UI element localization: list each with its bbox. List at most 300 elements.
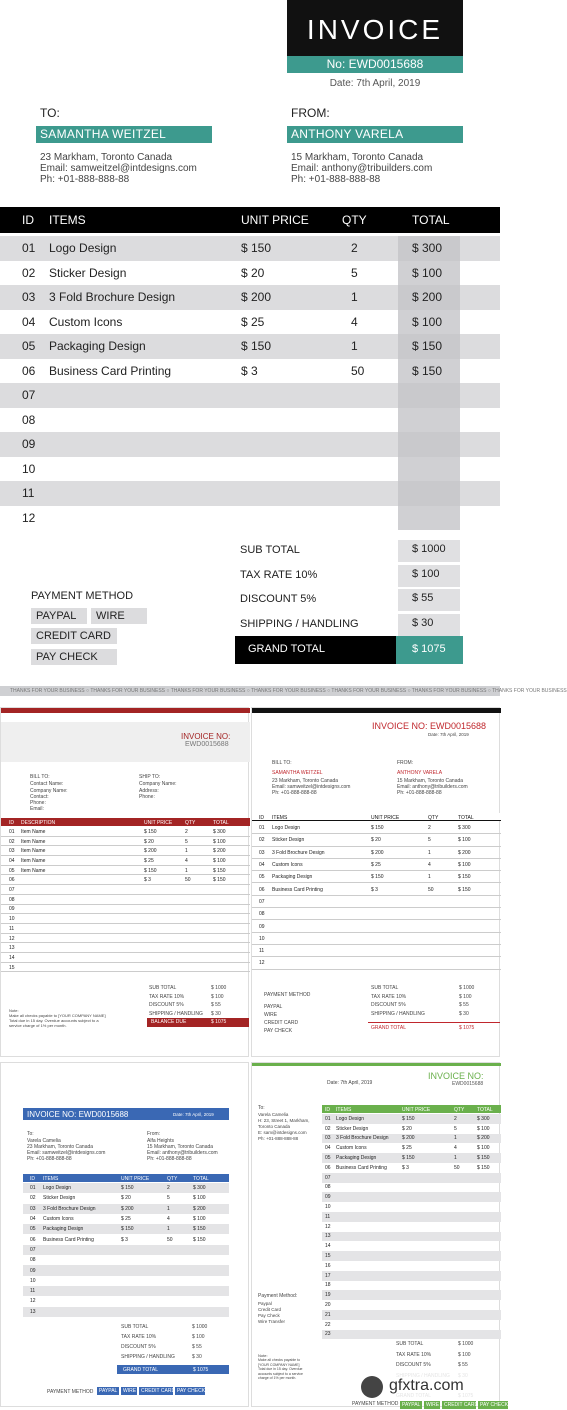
thumb4-pm-chip: PAY CHECK [480, 1402, 509, 1408]
thumb2-table-row [252, 884, 501, 896]
thumb2-cell: 11 [259, 948, 265, 955]
cell-id: 05 [22, 339, 36, 353]
thumb4-cell: $ 150 [402, 1155, 415, 1162]
thumb4-cell: 50 [454, 1164, 460, 1171]
thumb2-cell: 10 [259, 935, 265, 942]
thumb1-cell: $ 300 [213, 828, 226, 835]
thumb1-cell: 03 [9, 848, 15, 855]
thumb2-cell: 01 [259, 825, 265, 832]
thumb3-table-row [23, 1286, 229, 1296]
thumb4-cell: 3 Fold Brochure Design [336, 1135, 389, 1142]
thumb4-number: EWD0015688 [452, 1081, 484, 1087]
thumb3-summary-label: TAX RATE 10% [121, 1334, 157, 1340]
thumb1-cell: $ 200 [213, 848, 226, 855]
footer-band: THANKS FOR YOUR BUSINESS ○ THANKS FOR YOUR BUSINESS ○ THANKS FOR YOUR BUSINESS ○ THANKS FOR YOUR BUSINESS ○ THANKS FOR YOUR BUSINESS ○ THANKS FOR YOUR BUSINESS ○ THANKS FOR YOUR BUSINESS [0, 686, 500, 696]
thumb1-summary-value: $ 1000 [211, 985, 227, 991]
table-row [0, 383, 500, 408]
grand-total-label: GRAND TOTAL [248, 643, 326, 655]
thumb4-cell: $ 200 [477, 1135, 490, 1142]
summary-value: $ 55 [398, 589, 460, 611]
cell-id: 04 [22, 314, 36, 329]
thumb4-cell: 14 [325, 1243, 331, 1250]
col-items: ITEMS [49, 213, 86, 227]
table-row [0, 334, 500, 359]
thumb1-table-row [1, 866, 250, 876]
thumb3-cell: 11 [30, 1288, 36, 1295]
thumb3-table-row [23, 1265, 229, 1275]
thumb3-cell: Logo Design [43, 1185, 72, 1192]
thumb3-table-row [23, 1276, 229, 1286]
from-label: FROM: [291, 106, 330, 120]
thumb1-cell: 01 [9, 828, 15, 835]
thumb3-table-row [23, 1307, 229, 1317]
thumb2-cell: 2 [428, 825, 431, 832]
thumb4-cell: 10 [325, 1204, 331, 1211]
thumb1-cell: Item Name [21, 867, 46, 874]
thumb2-bill-to: BILL TO: [272, 760, 292, 766]
thumb-red-title [251, 707, 500, 1057]
watermark-text: gfxtra.com [389, 1377, 464, 1394]
thumb4-table-row [322, 1241, 501, 1251]
thumb4-summary-value: $ 1000 [458, 1341, 474, 1347]
thumb4-cell: 04 [325, 1145, 331, 1152]
thumb3-table-row [23, 1204, 229, 1214]
thumb2-summary-value: $ 30 [459, 1010, 469, 1017]
thumb4-line: H: 23, Street 1, Markham, [258, 1118, 310, 1123]
thumb2-line: PAYPAL [264, 1004, 283, 1010]
thumb4-cell: 21 [325, 1311, 331, 1318]
cell-id: 10 [22, 461, 36, 476]
cell-total: $ 150 [412, 339, 443, 353]
thumb1-top-bar [1, 708, 250, 713]
thumb3-cell: $ 150 [193, 1236, 206, 1243]
cell-qty: 1 [351, 339, 358, 353]
cell-item: Logo Design [49, 241, 117, 255]
thumb1-cell: 06 [9, 877, 15, 884]
thumb2-table-row [252, 871, 501, 883]
thumb2-table-row [252, 822, 501, 834]
thumb1-line: Email: [30, 806, 44, 812]
thumb1-table-row [1, 895, 250, 905]
thumb3-cell: Custom Icons [43, 1216, 74, 1223]
total-cell-bg [398, 481, 460, 506]
cell-item: Sticker Design [49, 265, 127, 280]
thumb2-table-header [252, 813, 501, 821]
cell-unit-price: $ 200 [241, 290, 272, 304]
thumb1-summary-value: $ 30 [211, 1010, 221, 1017]
thumb3-cell: 10 [30, 1277, 36, 1284]
thumb3-line: Ph: +01-888-888-88 [27, 1156, 72, 1162]
to-address-block [40, 152, 197, 185]
thumb1-table-row [1, 856, 250, 866]
thumb1-table-row [1, 934, 250, 944]
table-row [0, 506, 500, 531]
cell-qty: 4 [351, 314, 358, 329]
thumb4-pm-label: Payment Method: [258, 1293, 298, 1299]
cell-qty: 5 [351, 265, 358, 280]
invoice-title: INVOICE [306, 14, 444, 45]
thumb1-table-row [1, 905, 250, 915]
thumb1-cell: 5 [185, 838, 188, 845]
thumb3-table-row [23, 1193, 229, 1203]
main-invoice [0, 0, 567, 700]
thumb4-cell: 06 [325, 1164, 331, 1171]
from-phone: Ph: +01-888-888-88 [291, 174, 381, 185]
thumb1-table-row [1, 827, 250, 837]
thumb1-line: Address: [139, 788, 159, 794]
thumb1-cell: Item Name [21, 848, 46, 855]
summary-label: DISCOUNT 5% [240, 593, 317, 605]
cell-total: $ 150 [412, 363, 443, 378]
thumb3-cell: 2 [167, 1185, 170, 1192]
thumb2-cell: 08 [259, 911, 265, 918]
thumb3-table-row [23, 1235, 229, 1245]
pm-paypal: PAYPAL [31, 608, 87, 624]
thumb1-table-row [1, 846, 250, 856]
thumb4-cell: 05 [325, 1155, 331, 1162]
col-qty: QTY [342, 213, 367, 227]
thumb3-cell: 01 [30, 1185, 36, 1192]
thumb4-table-row [322, 1163, 501, 1173]
table-row [0, 310, 500, 335]
thumb4-cell: 1 [454, 1155, 457, 1162]
thumb4-header-cell: ID [325, 1106, 330, 1113]
thumb1-summary-label: SHIPPING / HANDLING [149, 1010, 203, 1017]
thumb4-to: To: [258, 1105, 265, 1111]
thumb4-line: charge of 1% per month. [258, 1376, 297, 1380]
thumb4-table-row [322, 1134, 501, 1144]
thumb3-pm-chip: PAY CHECK [177, 1388, 206, 1394]
thumb2-cell: Custom Icons [272, 862, 303, 869]
thumb1-header-cell: UNIT PRICE [144, 819, 173, 826]
thumb2-cell: 5 [428, 837, 431, 844]
thumb3-cell: 50 [167, 1236, 173, 1243]
thumb4-cell: 15 [325, 1253, 331, 1260]
thumb2-cell: 12 [259, 960, 265, 967]
thumb2-summary-value: $ 100 [459, 993, 472, 1000]
thumb4-cell: Business Card Printing [336, 1164, 387, 1171]
thumb2-table-row [252, 945, 501, 957]
thumb3-from-lines [147, 1138, 218, 1162]
watermark [355, 1373, 495, 1401]
thumb2-cell: 4 [428, 862, 431, 869]
thumb4-cell: $ 200 [402, 1135, 415, 1142]
thumb4-pm-lines [258, 1301, 285, 1325]
thumb2-table-row [252, 908, 501, 920]
thumb2-cell: 50 [428, 886, 434, 893]
thumb1-header-cell: DESCRIPTION [21, 819, 56, 826]
thumb4-note-lines [258, 1358, 303, 1381]
thumb1-bill-to: BILL TO: [30, 774, 50, 780]
table-row [0, 359, 500, 384]
table-row [0, 236, 500, 261]
thumb1-summary-label: SUB TOTAL [149, 985, 177, 991]
summary-label: TAX RATE 10% [240, 568, 318, 581]
thumb3-cell: Business Card Printing [43, 1236, 94, 1243]
summary-label: SHIPPING / HANDLING [240, 617, 359, 630]
thumb3-cell: 07 [30, 1246, 36, 1253]
thumb3-header-cell: ITEMS [43, 1175, 59, 1182]
cell-qty: 1 [351, 290, 358, 304]
thumb4-table-row [322, 1281, 501, 1291]
thumb2-line: Email: anthony@tribuilders.com [397, 784, 468, 790]
thumb4-table-row [322, 1320, 501, 1330]
thumb4-table-row [322, 1183, 501, 1193]
thumb1-ship-lines [139, 788, 159, 800]
thumb2-cell: Logo Design [272, 825, 301, 832]
thumb1-summary-value: $ 100 [211, 993, 224, 1000]
cell-id: 01 [22, 241, 36, 255]
thumb3-pm-chip: WIRE [123, 1388, 137, 1394]
thumb2-cell: 07 [259, 898, 265, 905]
thumb1-cell: 02 [9, 838, 15, 845]
thumb4-cell: $ 150 [477, 1164, 490, 1171]
thumb4-line: Ph: +01-888-888-88 [258, 1136, 299, 1141]
thumb2-table-row [252, 896, 501, 908]
thumb3-summary-value: $ 30 [192, 1354, 202, 1360]
thumb3-summary-value: $ 1000 [192, 1324, 208, 1330]
cell-qty: 50 [351, 363, 365, 378]
thumb4-table-row [322, 1192, 501, 1202]
thumb2-table-row [252, 859, 501, 871]
thumb4-header-cell: TOTAL [477, 1106, 493, 1113]
thumb1-balance-value: $ 1075 [211, 1019, 227, 1025]
cell-qty: 2 [351, 241, 358, 255]
thumb4-date: Date: 7th April, 2019 [327, 1080, 373, 1086]
thumb3-line: Email: anthony@tribuilders.com [147, 1150, 218, 1156]
thumb4-line: Pay Check [258, 1313, 280, 1318]
thumb-blue [0, 1062, 249, 1407]
thumb4-table-row [322, 1251, 501, 1261]
thumb2-cell: $ 100 [458, 862, 471, 869]
thumb4-title: INVOICE NO: [428, 1071, 484, 1081]
thumb4-table-row [322, 1261, 501, 1271]
thumb2-table-row [252, 920, 501, 932]
thumb4-line: Make all checks payable to [258, 1358, 301, 1362]
thumb3-cell: $ 150 [193, 1226, 206, 1233]
thumb4-cell: 4 [454, 1145, 457, 1152]
thumb1-cell: 07 [9, 887, 15, 894]
thumb4-cell: Logo Design [336, 1115, 365, 1122]
thumb4-cell: $ 300 [477, 1115, 490, 1122]
thumb4-note: Note: [258, 1353, 268, 1358]
thumb1-line: Contact: [30, 794, 49, 800]
thumb2-date: Date: 7th April, 2019 [428, 732, 469, 737]
thumb3-cell: 1 [167, 1226, 170, 1233]
thumb1-title: INVOICE NO: [181, 732, 231, 741]
thumb4-cell: $ 150 [402, 1115, 415, 1122]
thumb2-line: 15 Markham, Toronto Canada [397, 778, 464, 784]
cell-id: 09 [22, 437, 36, 451]
thumb2-line: Ph: +01-888-888-88 [397, 790, 442, 796]
thumb3-cell: 13 [30, 1308, 36, 1315]
thumb4-cell: 19 [325, 1292, 331, 1299]
thumb2-title: INVOICE NO: EWD0015688 [372, 721, 487, 731]
thumb3-cell: $ 200 [121, 1205, 134, 1212]
thumb3-cell: Packaging Design [43, 1226, 84, 1233]
cell-item: Custom Icons [49, 314, 123, 329]
thumb1-note: Note: [9, 1008, 19, 1013]
to-label: TO: [40, 106, 60, 120]
thumb3-header-cell: QTY [167, 1175, 178, 1182]
thumb4-table-row [322, 1300, 501, 1310]
thumb3-cell: 06 [30, 1236, 36, 1243]
thumb1-header-cell: QTY [185, 819, 196, 826]
summary-value: $ 1000 [398, 540, 460, 562]
thumb1-company-name: Company Name: [139, 781, 177, 787]
thumb2-cell: $ 3 [371, 886, 378, 893]
thumb2-cell: Business Card Printing [272, 886, 323, 893]
thumb1-bill-lines [30, 788, 68, 812]
cell-unit-price: $ 20 [241, 265, 265, 280]
thumb2-cell: Sticker Design [272, 837, 305, 844]
thumb3-table-row [23, 1255, 229, 1265]
thumb3-cell: $ 300 [193, 1185, 206, 1192]
thumb1-table-row [1, 876, 250, 886]
from-address: 15 Markham, Toronto Canada [291, 152, 424, 163]
thumb4-table-row [322, 1271, 501, 1281]
payment-method-label: PAYMENT METHOD [31, 590, 134, 602]
thumb4-table-row [322, 1290, 501, 1300]
table-row [0, 261, 500, 286]
thumb4-line: Wire Transfer [258, 1319, 286, 1324]
thumb3-date: Date: 7th April, 2019 [173, 1112, 214, 1117]
thumb3-cell: 04 [30, 1216, 36, 1223]
thumb3-cell: 4 [167, 1216, 170, 1223]
thumb2-line: WIRE [264, 1012, 278, 1018]
thumb3-table-header [23, 1174, 229, 1182]
thumb3-cell: $ 150 [121, 1226, 134, 1233]
thumb2-table-row [252, 933, 501, 945]
cell-item: Business Card Printing [49, 363, 172, 378]
thumb3-line: 23 Markham, Toronto Canada [27, 1144, 94, 1150]
thumb2-line: CREDIT CARD [264, 1020, 299, 1026]
cell-unit-price: $ 150 [241, 241, 272, 255]
thumb4-table-row [322, 1212, 501, 1222]
thumb4-line: Total due in 15 day. Overdue [258, 1367, 303, 1371]
cell-id: 03 [22, 290, 36, 304]
thumb2-cell: $ 20 [371, 837, 381, 844]
thumb1-table-row [1, 837, 250, 847]
thumb4-line: Credit Card [258, 1307, 282, 1312]
thumb2-cell: 05 [259, 874, 265, 881]
thumb4-cell: 2 [454, 1115, 457, 1122]
thumb4-cell: Custom Icons [336, 1145, 367, 1152]
thumb3-cell: 1 [167, 1205, 170, 1212]
thumb2-line: Ph: +01-888-888-88 [272, 790, 317, 796]
thumb2-table-row [252, 847, 501, 859]
thumb2-cell: 04 [259, 862, 265, 869]
thumb3-cell: $ 3 [121, 1236, 128, 1243]
thumb4-line: accounts subject to a service [258, 1371, 303, 1376]
thumb2-summary-value: $ 55 [459, 1002, 469, 1008]
thumb4-table-row [322, 1173, 501, 1183]
thumb3-line: Varela Camelia [27, 1138, 61, 1144]
thumb2-cell: $ 300 [458, 825, 471, 832]
thumb2-cell: $ 150 [458, 874, 471, 881]
thumb4-table-header [322, 1105, 501, 1113]
thumb2-to-name: SAMANTHA WEITZEL [272, 770, 323, 776]
thumb4-cell: 23 [325, 1331, 331, 1338]
thumb1-cell: $ 25 [144, 857, 154, 864]
thumb4-cell: $ 100 [477, 1125, 490, 1132]
thumb4-cell: 13 [325, 1233, 331, 1240]
thumb1-cell: 1 [185, 867, 188, 874]
thumb1-line: Make all checks payable to [YOUR COMPANY NAME] [9, 1013, 106, 1018]
thumb3-cell: 08 [30, 1257, 36, 1264]
thumb2-cell: 09 [259, 923, 265, 930]
thumb1-cell: 14 [9, 954, 15, 961]
thumb4-cell: $ 20 [402, 1125, 412, 1132]
thumb1-summary-label: DISCOUNT 5% [149, 1002, 184, 1008]
cell-item: 3 Fold Brochure Design [49, 290, 176, 304]
thumb4-cell: 11 [325, 1213, 331, 1220]
thumb1-line: service charge of 1% per month. [9, 1023, 67, 1028]
thumb4-table-row [322, 1232, 501, 1242]
thumb3-grand-label: GRAND TOTAL [123, 1367, 159, 1373]
col-total: TOTAL [412, 213, 450, 227]
thumb1-cell: 4 [185, 857, 188, 864]
thumb2-line: Email: samweitzel@intdesigns.com [272, 784, 351, 790]
cell-id: 08 [22, 412, 36, 427]
thumb1-cell: Item Name [21, 828, 46, 835]
table-row [0, 481, 500, 506]
thumb1-table-header [1, 818, 250, 826]
table-header [0, 207, 500, 233]
thumb4-cell: $ 25 [402, 1145, 412, 1152]
thumb3-header-cell: UNIT PRICE [121, 1175, 150, 1182]
pm-pay-check: PAY CHECK [31, 649, 117, 665]
thumb1-cell: 08 [9, 896, 15, 903]
thumb1-note-lines [9, 1013, 106, 1028]
thumb2-header-cell: QTY [428, 814, 439, 821]
invoice-date: Date: 7th April, 2019 [329, 78, 421, 89]
thumb2-summary-value: $ 1000 [459, 985, 475, 991]
thumb4-pm-chip: PAYPAL [402, 1402, 421, 1408]
thumb1-cell: $ 100 [213, 857, 226, 864]
thumb2-from-lines [397, 778, 468, 796]
thumb2-line: PAY CHECK [264, 1028, 293, 1034]
cell-unit-price: $ 3 [241, 363, 258, 378]
thumb3-cell: $ 100 [193, 1195, 206, 1202]
thumb4-line: [YOUR COMPANY NAME] [258, 1362, 300, 1367]
thumb1-cell: 12 [9, 935, 15, 942]
thumb1-cell: 2 [185, 828, 188, 835]
thumb3-title: INVOICE NO: EWD0015688 [27, 1110, 129, 1119]
thumb4-top-bar [252, 1063, 501, 1066]
total-cell-bg [398, 506, 460, 531]
to-address: 23 Markham, Toronto Canada [40, 152, 173, 163]
thumb2-header-cell: TOTAL [458, 814, 474, 821]
thumb4-cell: Sticker Design [336, 1125, 369, 1132]
thumb2-cell: Packaging Design [272, 874, 313, 881]
thumb3-header-cell: TOTAL [193, 1175, 209, 1182]
thumb3-summary-label: SHIPPING / HANDLING [121, 1354, 175, 1360]
thumb1-cell: $ 150 [213, 877, 226, 884]
thumb3-cell: $ 100 [193, 1216, 206, 1223]
summary-label: SUB TOTAL [240, 544, 300, 556]
thumb4-table-row [322, 1143, 501, 1153]
thumb2-cell: $ 150 [458, 886, 471, 893]
thumb1-cell: 05 [9, 867, 15, 874]
thumb2-cell: $ 200 [371, 849, 384, 856]
thumb3-table-row [23, 1224, 229, 1234]
thumb1-cell: 50 [185, 877, 191, 884]
thumb1-line: Phone: [139, 794, 155, 800]
thumb4-summary-label: SUB TOTAL [396, 1341, 424, 1347]
table-row [0, 408, 500, 433]
thumb1-table-row [1, 924, 250, 934]
